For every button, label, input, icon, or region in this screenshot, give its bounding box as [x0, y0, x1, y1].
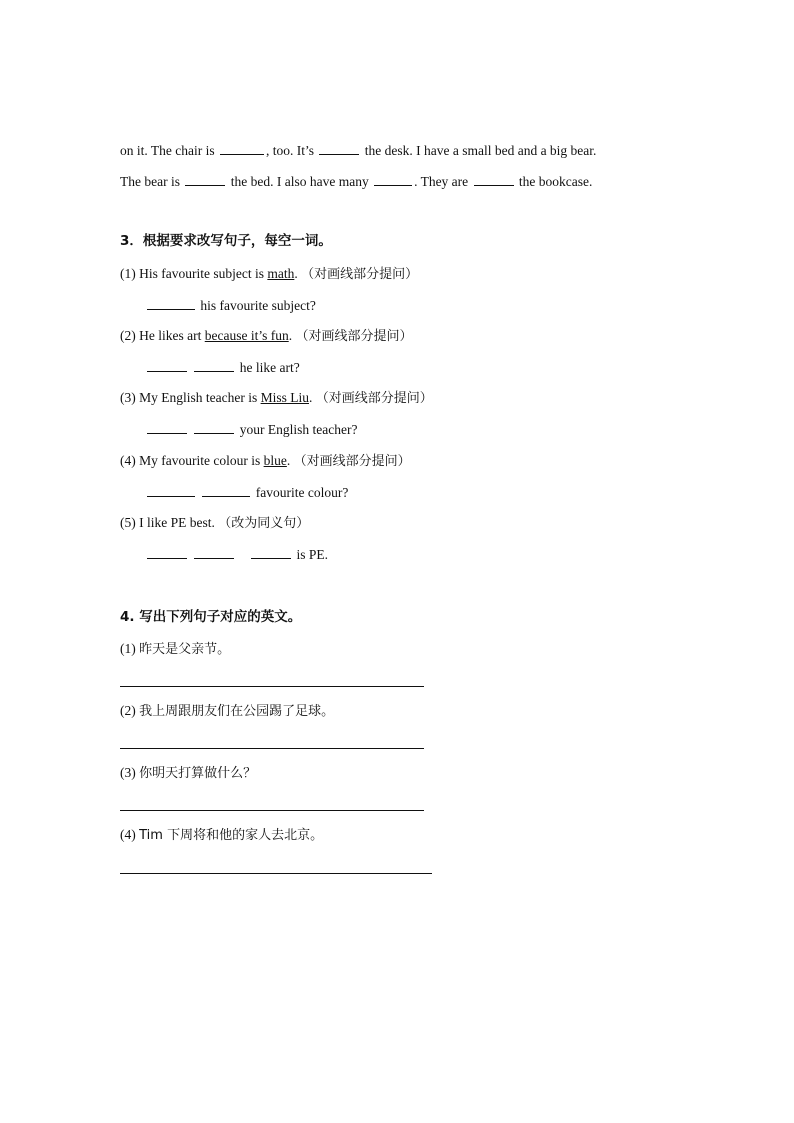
passage-text: The bear is: [120, 174, 180, 189]
item-punct: .: [309, 390, 313, 405]
instruction-note: （对画线部分提问）: [293, 454, 411, 469]
item-number: (5): [120, 515, 136, 530]
underlined-text: blue: [263, 453, 287, 468]
rewrite-item-2: [120, 327, 412, 346]
section-3-title: 3．根据要求改写句子，每空一词。: [120, 233, 332, 249]
answer-line[interactable]: [120, 873, 432, 874]
answer-text: favourite colour?: [255, 485, 349, 500]
item-punct: .: [288, 328, 293, 343]
translate-item-2: [120, 702, 334, 721]
answer-line[interactable]: [120, 748, 424, 749]
item-number: (3): [120, 390, 136, 405]
instruction-note: （对画线部分提问）: [295, 329, 413, 344]
underlined-text: because it’s fun: [204, 328, 289, 343]
item-number: (2): [120, 328, 136, 343]
answer-text: is PE.: [296, 547, 329, 562]
rewrite-answer-5: [145, 545, 328, 564]
passage-line-2: [120, 172, 592, 191]
fill-blank[interactable]: [194, 545, 234, 559]
rewrite-answer-4: [145, 483, 348, 502]
translate-item-4: [120, 826, 323, 845]
fill-blank[interactable]: [374, 172, 412, 186]
rewrite-item-5: [120, 514, 309, 533]
item-text: He likes art: [139, 328, 202, 343]
passage-text: the desk. I have a small bed and a big bear.: [364, 143, 597, 158]
answer-text: he like art?: [239, 360, 300, 375]
fill-blank[interactable]: [147, 420, 187, 434]
fill-blank[interactable]: [147, 296, 195, 310]
fill-blank[interactable]: [185, 172, 225, 186]
item-number: (4): [120, 827, 136, 842]
rewrite-answer-3: [145, 420, 357, 439]
fill-blank[interactable]: [474, 172, 514, 186]
answer-text: your English teacher?: [239, 422, 358, 437]
rewrite-answer-1: [145, 296, 316, 315]
item-number: (3): [120, 765, 136, 780]
passage-text: the bookcase.: [518, 174, 593, 189]
rewrite-item-3: [120, 389, 433, 408]
instruction-note: （改为同义句）: [218, 516, 310, 531]
fill-blank[interactable]: [251, 545, 291, 559]
item-text: My English teacher is: [139, 390, 258, 405]
item-punct: .: [294, 266, 298, 281]
item-number: (1): [120, 641, 136, 656]
passage-text: . They are: [414, 174, 469, 189]
item-number: (1): [120, 266, 136, 281]
rewrite-answer-2: [145, 358, 300, 377]
underlined-text: math: [267, 266, 295, 281]
translate-item-1: [120, 640, 230, 659]
rewrite-item-1: [120, 265, 418, 284]
instruction-note: （对画线部分提问）: [315, 391, 433, 406]
item-punct: .: [286, 453, 291, 468]
item-text: Tim 下周将和他的家人去北京。: [139, 828, 324, 843]
rewrite-item-4: [120, 452, 411, 471]
fill-blank[interactable]: [220, 141, 264, 155]
underlined-text: Miss Liu: [260, 390, 309, 405]
item-text: I like PE best.: [139, 515, 215, 530]
section-4-title: 4. 写出下列句子对应的英文。: [120, 609, 302, 625]
item-text: 我上周跟朋友们在公园踢了足球。: [139, 704, 335, 719]
answer-line[interactable]: [120, 810, 424, 811]
fill-blank[interactable]: [147, 483, 195, 497]
fill-blank[interactable]: [147, 545, 187, 559]
answer-text: his favourite subject?: [200, 298, 316, 313]
item-text: My favourite colour is: [139, 453, 261, 468]
item-text: 昨天是父亲节。: [139, 642, 231, 657]
passage-text: , too. It’s: [265, 143, 314, 158]
passage-text: the bed. I also have many: [230, 174, 369, 189]
translate-item-3: [120, 764, 256, 783]
fill-blank[interactable]: [194, 358, 234, 372]
fill-blank[interactable]: [147, 358, 187, 372]
passage-line-1: [120, 141, 596, 160]
item-text: His favourite subject is: [139, 266, 264, 281]
fill-blank[interactable]: [202, 483, 250, 497]
item-text: 你明天打算做什么？: [139, 766, 257, 781]
fill-blank[interactable]: [194, 420, 234, 434]
instruction-note: （对画线部分提问）: [301, 267, 419, 282]
fill-blank[interactable]: [319, 141, 359, 155]
passage-text: on it. The chair is: [120, 143, 215, 158]
answer-line[interactable]: [120, 686, 424, 687]
item-number: (2): [120, 703, 136, 718]
item-number: (4): [120, 453, 136, 468]
